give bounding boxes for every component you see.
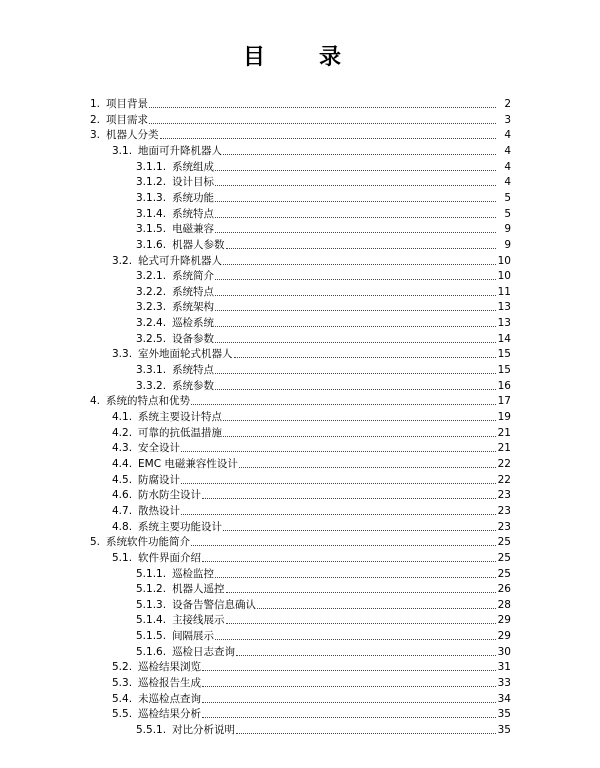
toc-dot-leader — [202, 702, 496, 703]
toc-dot-leader — [215, 185, 496, 186]
toc-dot-leader — [202, 498, 496, 499]
toc-entry-title: 系统特点 — [172, 364, 215, 377]
toc-dot-leader — [215, 577, 496, 578]
toc-entry-title: 防腐设计 — [138, 473, 181, 486]
toc-entry-title: 室外地面轮式机器人 — [138, 348, 233, 361]
toc-entry-number: 3.1.5. — [136, 223, 167, 236]
toc-entry-title: 项目背景 — [106, 98, 149, 110]
toc-entry-page-number: 23 — [497, 504, 511, 517]
toc-entry[interactable] — [112, 252, 511, 268]
toc-entry-page-number: 35 — [497, 724, 511, 736]
toc-dot-leader — [181, 483, 496, 484]
toc-dot-leader — [215, 389, 496, 390]
page-title: 目 录 — [242, 45, 357, 70]
toc-entry[interactable] — [112, 455, 511, 471]
toc-entry[interactable] — [136, 377, 511, 393]
toc-entry[interactable] — [136, 361, 511, 377]
toc-entry[interactable] — [136, 173, 511, 189]
toc-entry-title: 轮式可升降机器人 — [138, 254, 223, 267]
toc-entry[interactable] — [136, 596, 511, 612]
toc-entry-title: 设备参数 — [172, 332, 215, 345]
toc-entry-page-number: 35 — [497, 708, 511, 721]
toc-entry-page-number: 22 — [497, 473, 511, 486]
toc-dot-leader — [215, 217, 496, 218]
toc-dot-leader — [215, 170, 496, 171]
toc-entry-page-number: 10 — [497, 254, 511, 267]
toc-entry-page-number: 17 — [497, 395, 511, 408]
toc-entry-title: 巡检结果分析 — [138, 708, 202, 721]
toc-entry-number: 5.5.1. — [136, 724, 167, 736]
toc-dot-leader — [226, 592, 496, 593]
toc-entry-number: 3.2.1. — [136, 270, 167, 283]
toc-dot-leader — [191, 545, 496, 546]
toc-entry-page-number: 15 — [497, 348, 511, 361]
toc-entry-page-number: 29 — [497, 614, 511, 627]
toc-entry-number: 3.2.4. — [136, 317, 167, 330]
toc-dot-leader — [215, 310, 496, 311]
toc-entry-title: 机器人遥控 — [172, 583, 225, 596]
toc-dot-leader — [202, 670, 496, 671]
toc-dot-leader — [202, 561, 496, 562]
toc-dot-leader — [202, 686, 496, 687]
toc-dot-leader — [223, 530, 496, 531]
toc-entry[interactable] — [136, 189, 511, 205]
toc-entry-title: 机器人分类 — [106, 129, 159, 142]
toc-entry-number: 5.1.4. — [136, 614, 167, 627]
toc-entry[interactable] — [90, 111, 511, 127]
toc-entry-page-number: 2 — [504, 98, 511, 110]
toc-entry[interactable] — [112, 674, 511, 690]
toc-entry[interactable] — [136, 298, 511, 314]
toc-entry-page-number: 4 — [504, 144, 511, 157]
toc-entry-title: 间隔展示 — [172, 630, 215, 643]
toc-dot-leader — [223, 436, 496, 437]
toc-entry-page-number: 4 — [504, 129, 511, 142]
toc-dot-leader — [181, 451, 496, 452]
toc-entry-title: 系统的特点和优势 — [106, 395, 191, 408]
toc-entry-number: 5.1. — [112, 551, 133, 564]
toc-dot-leader — [191, 404, 496, 405]
toc-entry-page-number: 21 — [497, 442, 511, 455]
toc-entry-number: 3.3.1. — [136, 364, 167, 377]
toc-entry-number: 3.2.2. — [136, 285, 167, 298]
toc-entry[interactable] — [136, 627, 511, 643]
toc-entry-page-number: 22 — [497, 457, 511, 470]
toc-dot-leader — [223, 154, 496, 155]
toc-entry-number: 5. — [90, 536, 101, 549]
toc-entry-number: 3.1.2. — [136, 176, 167, 189]
toc-entry-number: 3.1.1. — [136, 160, 167, 173]
toc-entry-number: 3. — [90, 129, 101, 142]
toc-entry[interactable] — [112, 142, 511, 158]
toc-entry-page-number: 25 — [497, 536, 511, 549]
toc-dot-leader — [226, 248, 496, 249]
toc-entry[interactable] — [136, 721, 511, 737]
toc-entry[interactable] — [136, 220, 511, 236]
toc-dot-leader — [215, 342, 496, 343]
toc-entry[interactable] — [136, 158, 511, 174]
toc-dot-leader — [239, 467, 496, 468]
toc-entry-title: 未巡检点查询 — [138, 692, 202, 705]
toc-entry-title: 巡检日志查询 — [172, 645, 236, 658]
toc-entry[interactable] — [112, 471, 511, 487]
toc-entry-number: 4.2. — [112, 426, 133, 439]
toc-entry-number: 5.3. — [112, 677, 133, 690]
toc-entry[interactable] — [112, 408, 511, 424]
toc-entry-title: 系统特点 — [172, 285, 215, 298]
toc-entry[interactable] — [136, 580, 511, 596]
toc-dot-leader — [202, 717, 496, 718]
toc-entry[interactable] — [112, 345, 511, 361]
toc-entry-number: 3.1.6. — [136, 238, 167, 251]
toc-entry-title: 系统架构 — [172, 301, 215, 314]
toc-entry-number: 5.1.1. — [136, 567, 167, 580]
toc-entry-number: 5.1.6. — [136, 645, 167, 658]
toc-dot-leader — [215, 232, 496, 233]
toc-entry-page-number: 9 — [504, 238, 511, 251]
toc-dot-leader — [223, 420, 496, 421]
toc-entry-title: 巡检系统 — [172, 317, 215, 330]
toc-entry-title: 可靠的抗低温措施 — [138, 426, 223, 439]
toc-entry-title: 项目需求 — [106, 113, 149, 126]
toc-entry-number: 4. — [90, 395, 101, 408]
toc-entry[interactable] — [90, 126, 511, 142]
toc-entry[interactable] — [136, 330, 511, 346]
toc-entry[interactable] — [90, 392, 511, 408]
toc-entry-title: 系统功能 — [172, 191, 215, 204]
toc-entry-number: 4.8. — [112, 520, 133, 533]
toc-entry-number: 3.3. — [112, 348, 133, 361]
toc-entry-page-number: 15 — [497, 364, 511, 377]
toc-entry-page-number: 23 — [497, 489, 511, 502]
toc-entry-number: 4.6. — [112, 489, 133, 502]
toc-entry-number: 5.1.2. — [136, 583, 167, 596]
toc-entry-number: 5.4. — [112, 692, 133, 705]
toc-dot-leader — [215, 373, 496, 374]
toc-dot-leader — [160, 138, 496, 139]
toc-entry[interactable] — [112, 424, 511, 440]
toc-entry-page-number: 21 — [497, 426, 511, 439]
toc-entry-page-number: 25 — [497, 567, 511, 580]
toc-dot-leader — [215, 279, 496, 280]
toc-entry-number: 5.2. — [112, 661, 133, 674]
toc-entry-title: 系统参数 — [172, 379, 215, 392]
toc-entry[interactable] — [112, 658, 511, 674]
toc-entry-title: 电磁兼容 — [172, 223, 215, 236]
toc-entry-title: 系统组成 — [172, 160, 215, 173]
toc-entry-number: 3.1.4. — [136, 207, 167, 220]
toc-entry-title: 系统软件功能简介 — [106, 536, 191, 549]
toc-entry[interactable] — [136, 283, 511, 299]
toc-entry-page-number: 16 — [497, 379, 511, 392]
toc-entry-page-number: 5 — [504, 191, 511, 204]
toc-entry[interactable] — [90, 95, 511, 111]
toc-entry[interactable] — [112, 518, 511, 534]
toc-entry[interactable] — [112, 486, 511, 502]
toc-dot-leader — [149, 123, 496, 124]
toc-entry-number: 3.1. — [112, 144, 133, 157]
toc-entry[interactable] — [112, 439, 511, 455]
toc-entry-title: 设计目标 — [172, 176, 215, 189]
toc-entry-page-number: 3 — [504, 113, 511, 126]
toc-entry-page-number: 14 — [497, 332, 511, 345]
toc-entry-page-number: 30 — [497, 645, 511, 658]
toc-entry-number: 4.5. — [112, 473, 133, 486]
toc-entry-title: 机器人参数 — [172, 238, 225, 251]
toc-entry-page-number: 26 — [497, 583, 511, 596]
toc-entry-number: 3.2.3. — [136, 301, 167, 314]
toc-entry-title: 对比分析说明 — [172, 724, 236, 736]
toc-entry-page-number: 28 — [497, 598, 511, 611]
toc-entry-number: 3.3.2. — [136, 379, 167, 392]
toc-entry-number: 4.4. — [112, 457, 133, 470]
toc-entry-title: 设备告警信息确认 — [172, 598, 257, 611]
toc-entry-number: 3.1.3. — [136, 191, 167, 204]
toc-entry-title: 地面可升降机器人 — [138, 144, 223, 157]
toc-entry-title: 系统简介 — [172, 270, 215, 283]
toc-entry-page-number: 29 — [497, 630, 511, 643]
toc-entry-page-number: 5 — [504, 207, 511, 220]
toc-entry-title: 巡检结果浏览 — [138, 661, 202, 674]
toc-entry[interactable] — [136, 236, 511, 252]
toc-entry-title: 巡检监控 — [172, 567, 215, 580]
toc-entry-number: 2. — [90, 113, 101, 126]
toc-entry-number: 5.1.3. — [136, 598, 167, 611]
toc-entry[interactable] — [136, 205, 511, 221]
toc-entry-page-number: 31 — [497, 661, 511, 674]
toc-entry-title: 系统主要设计特点 — [138, 411, 223, 423]
toc-entry-title: 防水防尘设计 — [138, 489, 202, 502]
toc-dot-leader — [234, 357, 496, 358]
toc-entry[interactable] — [90, 533, 511, 549]
toc-entry-page-number: 19 — [497, 411, 511, 423]
toc-entry[interactable] — [112, 549, 511, 565]
toc-entry-page-number: 11 — [497, 285, 511, 298]
toc-entry-title: 系统特点 — [172, 207, 215, 220]
toc-dot-leader — [226, 623, 496, 624]
toc-entry-title: 主接线展示 — [172, 614, 225, 627]
toc-entry[interactable] — [136, 314, 511, 330]
toc-entry[interactable] — [136, 611, 511, 627]
toc-entry-page-number: 25 — [497, 551, 511, 564]
toc-entry[interactable] — [112, 690, 511, 706]
toc-entry-title: 软件界面介绍 — [138, 551, 202, 564]
toc-entry-number: 5.1.5. — [136, 630, 167, 643]
toc-entry-page-number: 33 — [497, 677, 511, 690]
toc-entry-title: 巡检报告生成 — [138, 677, 202, 690]
toc-entry[interactable] — [136, 267, 511, 283]
toc-dot-leader — [215, 201, 496, 202]
toc-entry-page-number: 13 — [497, 317, 511, 330]
toc-entry-number: 1. — [90, 98, 101, 110]
toc-entry[interactable] — [112, 502, 511, 518]
toc-entry-title: EMC 电磁兼容性设计 — [138, 457, 238, 470]
toc-entry-title: 系统主要功能设计 — [138, 520, 223, 533]
toc-entry-page-number: 4 — [504, 160, 511, 173]
toc-entry-number: 3.2.5. — [136, 332, 167, 345]
toc-dot-leader — [149, 107, 496, 108]
toc-dot-leader — [215, 326, 496, 327]
toc-entry-number: 5.5. — [112, 708, 133, 721]
toc-entry-title: 安全设计 — [138, 442, 181, 455]
toc-entry-page-number: 10 — [497, 270, 511, 283]
toc-entry-number: 3.2. — [112, 254, 133, 267]
toc-entry-title: 散热设计 — [138, 504, 181, 517]
toc-entry-page-number: 34 — [497, 692, 511, 705]
toc-entry-number: 4.3. — [112, 442, 133, 455]
toc-entry-page-number: 4 — [504, 176, 511, 189]
toc-entry-page-number: 23 — [497, 520, 511, 533]
toc-entry[interactable] — [136, 643, 511, 659]
toc-entry-number: 4.1. — [112, 411, 133, 423]
toc-dot-leader — [215, 639, 496, 640]
toc-dot-leader — [223, 264, 496, 265]
toc-entry-number: 4.7. — [112, 504, 133, 517]
toc-dot-leader — [236, 655, 496, 656]
toc-dot-leader — [181, 514, 496, 515]
toc-entry-page-number: 13 — [497, 301, 511, 314]
toc-entry-page-number: 9 — [504, 223, 511, 236]
toc-dot-leader — [236, 733, 496, 734]
toc-dot-leader — [215, 295, 496, 296]
toc-entry[interactable] — [136, 565, 511, 581]
toc-dot-leader — [257, 608, 496, 609]
toc-entry[interactable] — [112, 705, 511, 721]
